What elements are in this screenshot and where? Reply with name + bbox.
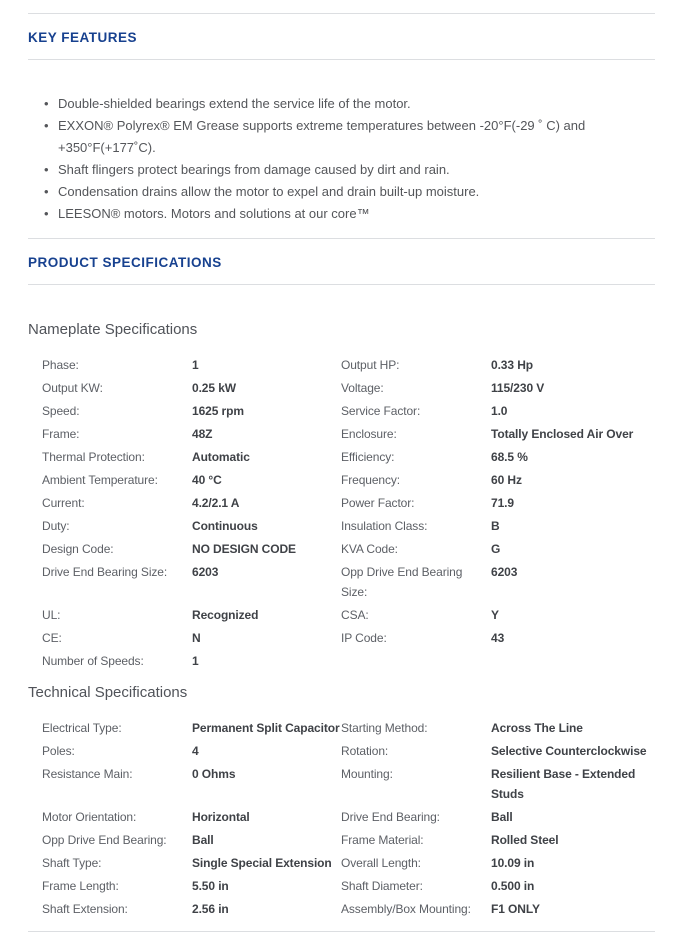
spec-right-label: Frequency:	[341, 473, 401, 487]
spec-right-value: G	[491, 542, 501, 556]
spec-row	[42, 493, 655, 513]
spec-row	[42, 807, 655, 827]
bullet-dot-icon: •	[44, 206, 49, 221]
spec-left-label: Design Code:	[42, 542, 114, 556]
product-specifications-title: PRODUCT SPECIFICATIONS	[28, 255, 222, 270]
spec-row	[42, 605, 655, 625]
spec-right-value: 10.09 in	[491, 856, 535, 870]
spec-row	[42, 470, 655, 490]
spec-left-value: Continuous	[192, 519, 258, 533]
spec-right-label: Mounting:	[341, 767, 393, 781]
spec-left-value: 5.50 in	[192, 879, 229, 893]
feature-item	[44, 181, 655, 203]
divider	[28, 284, 655, 285]
spec-left-value: 4.2/2.1 A	[192, 496, 240, 510]
spec-right-label: Power Factor:	[341, 496, 415, 510]
spec-row	[42, 718, 655, 738]
spec-row	[42, 899, 655, 919]
spec-right-value: Rolled Steel	[491, 833, 559, 847]
bullet-dot-icon: •	[44, 96, 49, 111]
spec-left-value: 6203	[192, 565, 219, 579]
spec-right-value: 43	[491, 631, 505, 645]
spec-left-label: Resistance Main:	[42, 767, 133, 781]
spec-left-value: Permanent Split Capacitor	[192, 721, 340, 735]
feature-text: Shaft flingers protect bearings from damage caused by dirt and rain.	[58, 162, 450, 177]
key-features-section	[28, 30, 655, 225]
spec-left-label: Motor Orientation:	[42, 810, 137, 824]
spec-left-label: Opp Drive End Bearing:	[42, 833, 167, 847]
spec-left-value: 1625 rpm	[192, 404, 244, 418]
divider	[28, 13, 655, 14]
spec-row	[42, 378, 655, 398]
spec-right-label: Output HP:	[341, 358, 400, 372]
spec-left-label: Current:	[42, 496, 85, 510]
spec-right-label: Voltage:	[341, 381, 384, 395]
spec-right-value: Selective Counterclockwise	[491, 744, 647, 758]
spec-right-label: Starting Method:	[341, 721, 428, 735]
spec-left-label: UL:	[42, 608, 61, 622]
spec-left-label: Output KW:	[42, 381, 103, 395]
spec-row	[42, 764, 655, 804]
spec-right-label: CSA:	[341, 608, 369, 622]
spec-right-label: Opp Drive End Bearing Size:	[341, 565, 463, 599]
spec-right-label: Insulation Class:	[341, 519, 428, 533]
spec-row	[42, 355, 655, 375]
spec-right-value: F1 ONLY	[491, 902, 540, 916]
spec-right-label: Service Factor:	[341, 404, 421, 418]
spec-right-value: 71.9	[491, 496, 514, 510]
feature-text: Condensation drains allow the motor to expel and drain built-up moisture.	[58, 184, 480, 199]
spec-row	[42, 516, 655, 536]
spec-left-value: 0.25 kW	[192, 381, 236, 395]
spec-left-value: Horizontal	[192, 810, 250, 824]
spec-left-value: N	[192, 631, 201, 645]
spec-right-value: 1.0	[491, 404, 508, 418]
key-features-list	[28, 93, 655, 225]
spec-row	[42, 447, 655, 467]
spec-right-value	[491, 651, 655, 671]
spec-left-value: 48Z	[192, 427, 213, 441]
spec-left-value: 4	[192, 744, 199, 758]
spec-left-value: 0 Ohms	[192, 767, 236, 781]
spec-left-value: Recognized	[192, 608, 259, 622]
technical-spec-table	[28, 718, 655, 919]
divider	[28, 59, 655, 60]
spec-row	[42, 853, 655, 873]
spec-left-label: Frame:	[42, 427, 80, 441]
nameplate-spec-table	[28, 355, 655, 671]
bullet-dot-icon: •	[44, 118, 49, 133]
technical-specifications-title: Technical Specifications	[28, 684, 188, 701]
feature-text: Double-shielded bearings extend the service life of the motor.	[58, 96, 411, 111]
feature-item	[44, 159, 655, 181]
technical-specifications-section	[28, 684, 655, 919]
spec-left-label: Drive End Bearing Size:	[42, 565, 168, 579]
spec-right-value: Ball	[491, 810, 513, 824]
feature-text: LEESON® motors. Motors and solutions at our core™	[58, 206, 370, 221]
spec-right-value: 0.500 in	[491, 879, 535, 893]
spec-right-value: B	[491, 519, 500, 533]
spec-row	[42, 424, 655, 444]
spec-left-label: Poles:	[42, 744, 75, 758]
spec-row	[42, 741, 655, 761]
spec-right-value: 6203	[491, 565, 518, 579]
spec-row	[42, 651, 655, 671]
spec-row	[42, 876, 655, 896]
spec-right-label: Efficiency:	[341, 450, 395, 464]
product-specifications-section	[28, 255, 655, 932]
spec-left-value: 2.56 in	[192, 902, 229, 916]
spec-row	[42, 539, 655, 559]
spec-left-value: Automatic	[192, 450, 250, 464]
bullet-dot-icon: •	[44, 162, 49, 177]
spec-right-value: Across The Line	[491, 721, 583, 735]
spec-left-value: Single Special Extension	[192, 856, 332, 870]
spec-left-label: Thermal Protection:	[42, 450, 145, 464]
spec-right-label: Drive End Bearing:	[341, 810, 440, 824]
spec-right-value: Y	[491, 608, 499, 622]
spec-right-value: 68.5 %	[491, 450, 528, 464]
spec-left-label: Number of Speeds:	[42, 654, 144, 668]
spec-row	[42, 562, 655, 602]
spec-left-value: NO DESIGN CODE	[192, 542, 296, 556]
bullet-dot-icon: •	[44, 184, 49, 199]
spec-left-value: Ball	[192, 833, 214, 847]
spec-right-value: 115/230 V	[491, 381, 545, 395]
nameplate-specifications-title: Nameplate Specifications	[28, 321, 198, 338]
spec-left-label: Ambient Temperature:	[42, 473, 158, 487]
spec-left-value: 1	[192, 358, 199, 372]
spec-right-value: Totally Enclosed Air Over	[491, 427, 634, 441]
spec-left-label: CE:	[42, 631, 62, 645]
divider	[28, 238, 655, 239]
spec-right-value: 60 Hz	[491, 473, 522, 487]
key-features-title: KEY FEATURES	[28, 30, 138, 45]
feature-item	[44, 203, 655, 225]
spec-right-label: IP Code:	[341, 631, 387, 645]
spec-right-label: Enclosure:	[341, 427, 397, 441]
spec-row	[42, 401, 655, 421]
spec-right-label: Overall Length:	[341, 856, 421, 870]
nameplate-specifications-section	[28, 321, 655, 671]
spec-right-label: Assembly/Box Mounting:	[341, 902, 471, 916]
spec-left-label: Duty:	[42, 519, 70, 533]
spec-left-label: Shaft Extension:	[42, 902, 128, 916]
spec-right-label: Frame Material:	[341, 833, 424, 847]
spec-left-value: 1	[192, 654, 199, 668]
spec-left-label: Frame Length:	[42, 879, 119, 893]
spec-left-label: Electrical Type:	[42, 721, 122, 735]
spec-left-label: Phase:	[42, 358, 79, 372]
spec-right-value: Resilient Base - Extended Studs	[491, 767, 636, 801]
spec-right-label: Rotation:	[341, 744, 389, 758]
spec-left-value: 40 °C	[192, 473, 222, 487]
spec-row	[42, 830, 655, 850]
spec-right-label	[341, 651, 491, 671]
spec-left-label: Speed:	[42, 404, 80, 418]
feature-text: EXXON® Polyrex® EM Grease supports extreme temperatures between -20°F(-29 ˚ C) and +350°F(+177˚C).	[58, 118, 586, 155]
spec-row	[42, 628, 655, 648]
spec-left-label: Shaft Type:	[42, 856, 102, 870]
spec-right-label: KVA Code:	[341, 542, 398, 556]
feature-item	[44, 93, 655, 115]
spec-right-label: Shaft Diameter:	[341, 879, 423, 893]
spec-right-value: 0.33 Hp	[491, 358, 533, 372]
feature-item	[44, 115, 655, 159]
